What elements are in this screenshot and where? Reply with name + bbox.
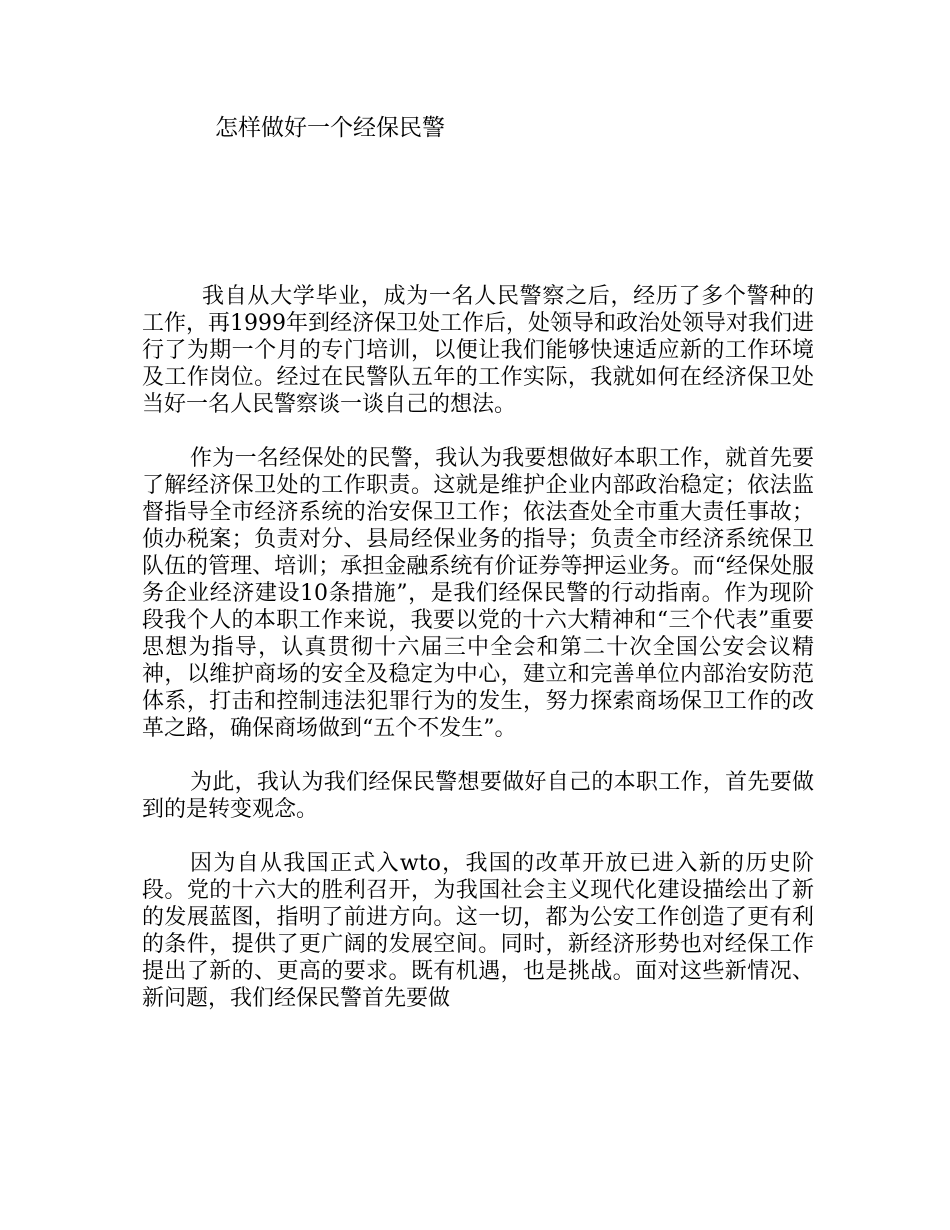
paragraph-duties: 作为一名经保处的民警，我认为我要想做好本职工作，就首先要了解经济保卫处的工作职责。这就是维护企业内部政治稳定；依法监督指导全市经济系统的治安保卫工作；依法查处全市重大责任事故；侦办税案；负责对分、县局经保业务的指导；负责全市经济系统保卫队伍的管理、培训；承担金融系统有价证券等押运业务。而“经保处服务企业经济建设10条措施”，是我们经保民警的行动指南。作为现阶段我个人的本职工作来说，我要以党的十六大精神和“三个代表”重要思想为指导，认真贯彻十六届三中全会和第二十次全国公安会议精神，以维护商场的安全及稳定为中心，建立和完善单位内部治安防范体系，打击和控制违法犯罪行为的发生，努力探索商场保卫工作的改革之路，确保商场做到“五个不发生”。 bbox=[142, 446, 814, 741]
document-body bbox=[142, 283, 814, 1039]
paragraph-change-mindset: 为此，我认为我们经保民警想要做好自己的本职工作，首先要做到的是转变观念。 bbox=[142, 770, 814, 822]
document-title: 怎样做好一个经保民警 bbox=[215, 115, 445, 141]
paragraph-wto-context: 因为自从我国正式入wto，我国的改革开放已进入新的历史阶段。党的十六大的胜利召开，为我国社会主义现代化建设描绘出了新的发展蓝图，指明了前进方向。这一切，都为公安工作创造了更有利的条件，提供了更广阔的发展空间。同时，新经济形势也对经保工作提出了新的、更高的要求。既有机遇，也是挑战。面对这些新情况、新问题，我们经保民警首先要做 bbox=[142, 851, 814, 1011]
paragraph-intro: 我自从大学毕业，成为一名人民警察之后，经历了多个警种的工作，再1999年到经济保卫处工作后，处领导和政治处领导对我们进行了为期一个月的专门培训，以便让我们能够快速适应新的工作环境及工作岗位。经过在民警队五年的工作实际，我就如何在经济保卫处当好一名人民警察谈一谈自己的想法。 bbox=[142, 284, 814, 417]
